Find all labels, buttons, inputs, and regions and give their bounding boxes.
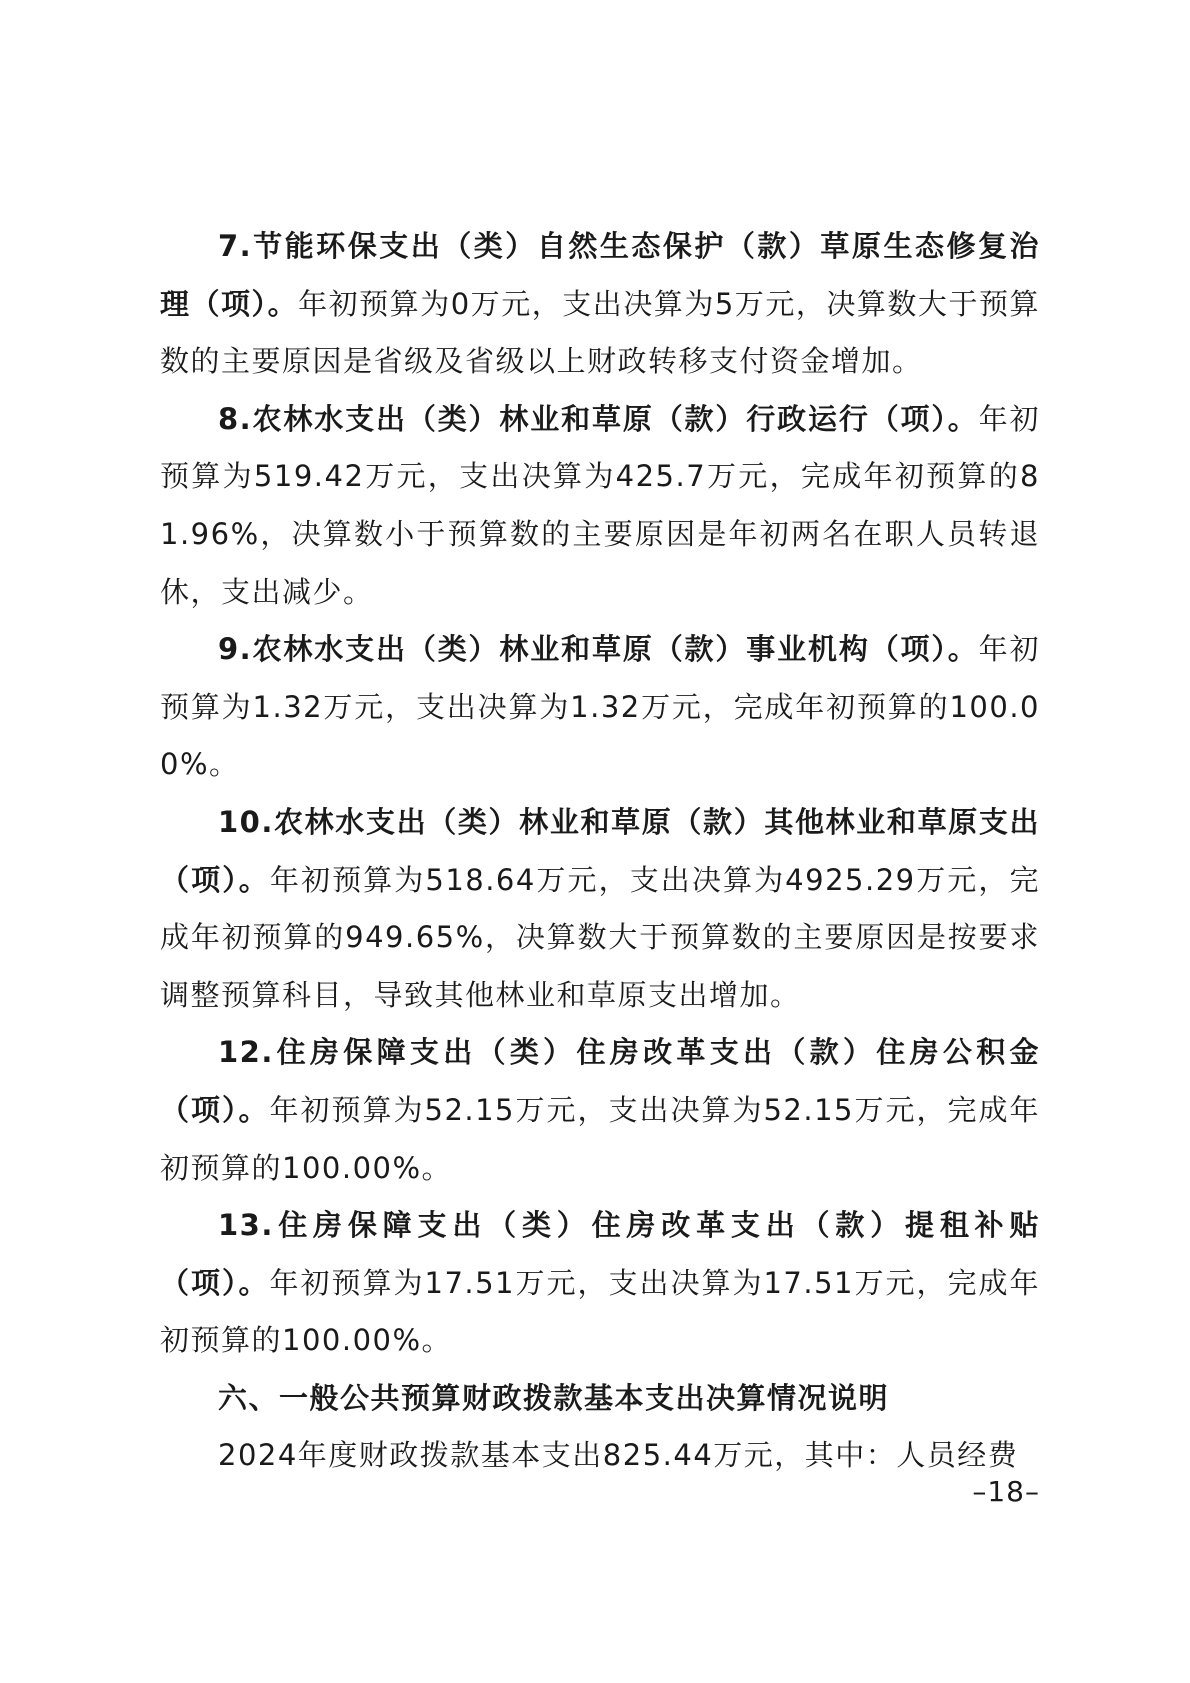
paragraph-item-10 bbox=[160, 794, 1040, 1024]
paragraph-lead: 13.住房保障支出（类）住房改革支出（款）提租补贴（项）。 bbox=[160, 1208, 1040, 1300]
paragraph-item-8 bbox=[160, 391, 1040, 621]
paragraph-item-9 bbox=[160, 621, 1040, 794]
paragraph-lead: 7.节能环保支出（类）自然生态保护（款）草原生态修复治理（项）。 bbox=[160, 229, 1040, 321]
final-paragraph: 2024年度财政拨款基本支出825.44万元，其中：人员经费 bbox=[218, 1438, 1019, 1473]
paragraph-lead: 10.农林水支出（类）林业和草原（款）其他林业和草原支出（项）。 bbox=[160, 804, 1040, 897]
paragraph-item-12 bbox=[160, 1024, 1040, 1197]
paragraph-body: 年初预算为519.42万元，支出决算为425.7万元，完成年初预算的81.96%，决算数小于预算数的主要原因是年初两名在职人员转退休，支出减少。 bbox=[160, 401, 1040, 609]
paragraph-item-7 bbox=[160, 218, 1040, 391]
paragraph-lead: 8.农林水支出（类）林业和草原（款）行政运行（项）。 bbox=[218, 401, 979, 436]
paragraph-lead: 9.农林水支出（类）林业和草原（款）事业机构（项）。 bbox=[218, 632, 979, 667]
paragraph-body: 年初预算为0万元，支出决算为5万元，决算数大于预算数的主要原因是省级及省级以上财政转移支付资金增加。 bbox=[160, 286, 1040, 379]
document-page bbox=[160, 218, 1040, 1485]
paragraph-body: 年初预算为52.15万元，支出决算为52.15万元，完成年初预算的100.00%。 bbox=[160, 1092, 1040, 1185]
paragraph-item-13 bbox=[160, 1197, 1040, 1370]
paragraph-body: 年初预算为1.32万元，支出决算为1.32万元，完成年初预算的100.00%。 bbox=[160, 632, 1040, 782]
section-heading: 六、一般公共预算财政拨款基本支出决算情况说明 bbox=[218, 1380, 890, 1415]
paragraph-lead: 12.住房保障支出（类）住房改革支出（款）住房公积金（项）。 bbox=[160, 1035, 1040, 1127]
paragraph-body: 年初预算为518.64万元，支出决算为4925.29万元，完成年初预算的949.65%，决算数大于预算数的主要原因是按要求调整预算科目，导致其他林业和草原支出增加。 bbox=[160, 862, 1040, 1012]
page-number: –18– bbox=[972, 1475, 1040, 1508]
paragraph-body: 年初预算为17.51万元，支出决算为17.51万元，完成年初预算的100.00%。 bbox=[160, 1265, 1040, 1358]
